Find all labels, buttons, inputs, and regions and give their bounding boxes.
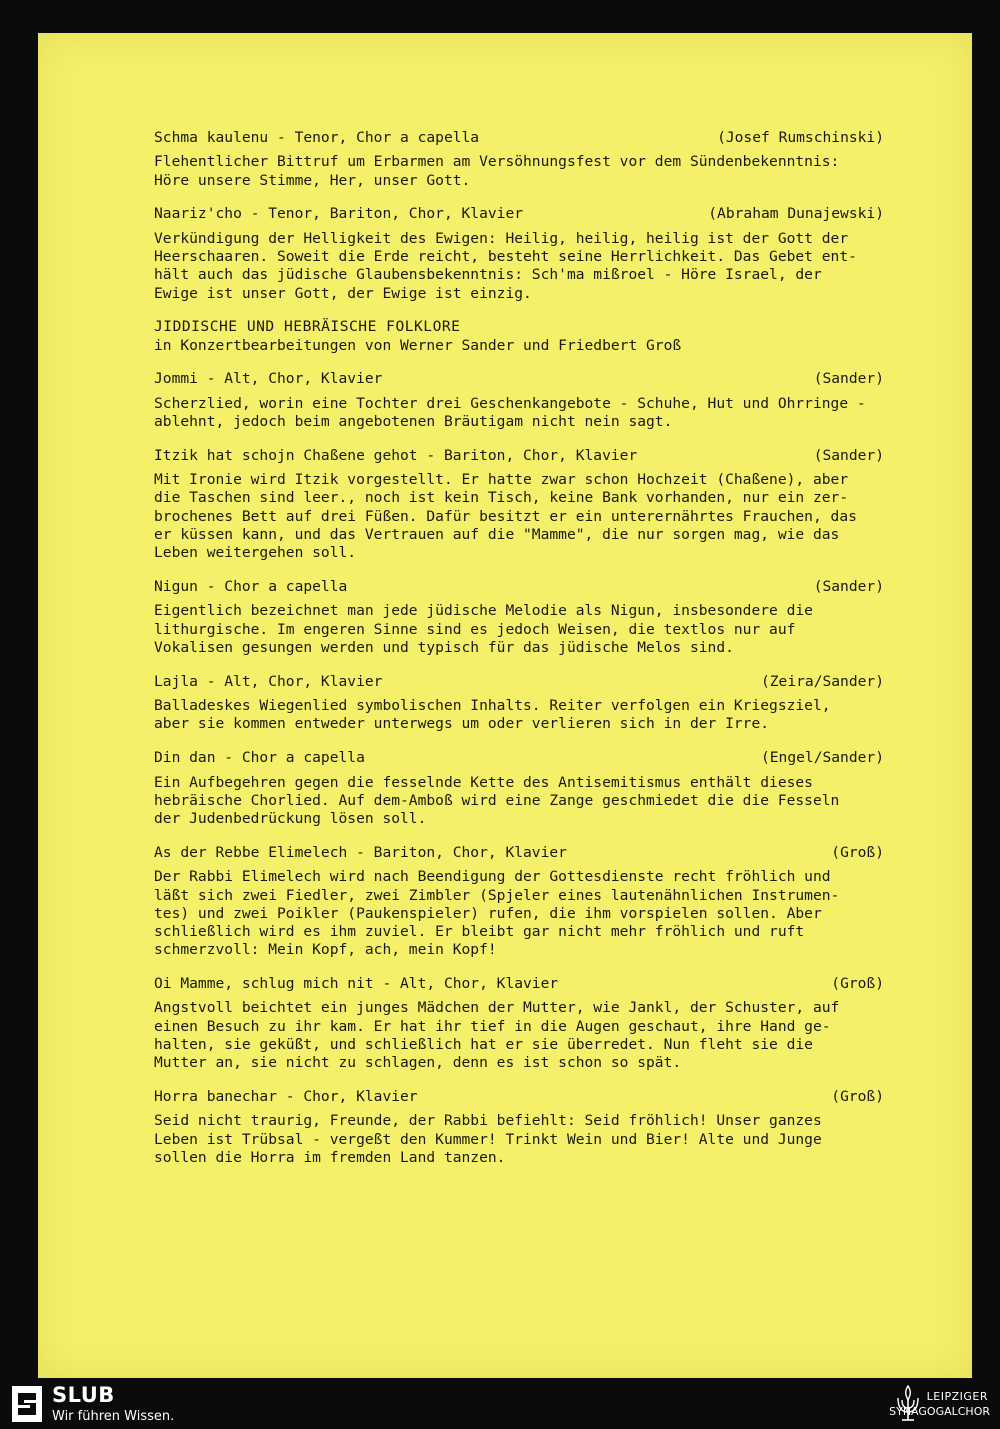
entry-description: Eigentlich bezeichnet man jede jüdische Melodie als Nigun, insbesondere die lithurgische. Im engeren Sinne sind es jedoch Weisen, die textlos nur auf Vokalisen gesungen werden und typisch für das jüdische Melos sind. [154,602,813,657]
entry-composer: (Abraham Dunajewski) [708,205,884,223]
program-text [154,129,884,1183]
entry-header [154,370,884,388]
entry-composer: (Sander) [813,370,884,388]
program-entry [154,844,884,960]
entry-description: Verkündigung der Helligkeit des Ewigen: Heilig, heilig, heilig ist der Gott der Heerschaaren. Soweit die Erde reicht, besteht seine Herrlichkeit. Das Gebet ent- hält auch das jüdische Glaubensbekenntnis: Sch'ma mißroel - Höre Israel, der Ewige ist unser Gott, der Ewige ist einzig. [154,229,857,302]
entry-description: Ein Aufbegehren gegen die fesselnde Kette des Antisemitismus enthält dieses hebräische Chorlied. Auf dem-Amboß wird eine Zange geschmiedet die die Fesseln der Judenbedrückung lösen soll. [154,773,840,828]
entry-description: Seid nicht traurig, Freunde, der Rabbi befiehlt: Seid fröhlich! Unser ganzes Leben ist Trübsal - vergeßt den Kummer! Trinkt Wein und Bier! Alte und Junge sollen die Horra im fremden Land tanzen. [154,1112,822,1167]
program-entry [154,205,884,302]
entry-title: As der Rebbe Elimelech - Bariton, Chor, Klavier [154,843,567,861]
entry-header [154,205,884,223]
section-subtitle: in Konzertbearbeitungen von Werner Sander und Friedbert Groß [154,336,682,354]
entry-title: Jommi - Alt, Chor, Klavier [154,370,383,388]
entry-title: Oi Mamme, schlug mich nit - Alt, Chor, Klavier [154,975,559,993]
partner-name-line1: LEIPZIGER [926,1390,988,1403]
entry-header [154,673,884,691]
section-title: JIDDISCHE UND HEBRÄISCHE FOLKLORE [154,318,461,336]
entry-description: Mit Ironie wird Itzik vorgestellt. Er hatte zwar schon Hochzeit (Chaßene), aber die Taschen sind leer., noch ist kein Tisch, keine Bank vorhanden, nur ein zer- brochenes Bett auf drei Füßen. Dafür besitzt er ein unterernährtes Frauchen, das er küssen kann, und das Vertrauen auf die "Mamme", die nur sorgen mag, wie das Leben weitergehen soll. [154,471,857,562]
program-entry [154,129,884,190]
partner-name-line2: SYNAGOGALCHOR [889,1405,990,1418]
slub-name: SLUB [52,1383,115,1407]
entry-header [154,447,884,465]
program-entry [154,578,884,657]
entry-header [154,129,884,147]
entry-description: Balladeskes Wiegenlied symbolischen Inhalts. Reiter verfolgen ein Kriegsziel, aber sie kommen entweder unterwegs um oder verlieren sich in der Irre. [154,697,831,733]
entry-composer: (Sander) [813,446,884,464]
program-entry [154,975,884,1072]
entry-title: Lajla - Alt, Chor, Klavier [154,672,383,690]
entry-composer: (Engel/Sander) [760,749,884,767]
entry-title: Nigun - Chor a capella [154,578,348,596]
entry-title: Naariz'cho - Tenor, Bariton, Chor, Klavier [154,205,524,223]
entry-composer: (Groß) [831,1088,884,1106]
program-entry [154,749,884,828]
entry-composer: (Sander) [813,578,884,596]
entry-title: Din dan - Chor a capella [154,749,365,767]
entry-composer: (Zeira/Sander) [760,672,884,690]
entry-composer: (Groß) [831,843,884,861]
entries-group-b [154,370,884,1167]
footer-bar [0,1378,1000,1429]
entry-header [154,749,884,767]
entry-description: Scherzlied, worin eine Tochter drei Geschenkangebote - Schuhe, Hut und Ohrringe - ablehnt, jedoch beim angebotenen Bräutigam nicht nein sagt. [154,394,866,431]
entry-header [154,975,884,993]
entries-group-a [154,129,884,303]
entry-title: Itzik hat schojn Chaßene gehot - Bariton, Chor, Klavier [154,446,638,464]
entry-header [154,1088,884,1106]
entry-description: Flehentlicher Bittruf um Erbarmen am Versöhnungsfest vor dem Sündenbekenntnis: Höre unsere Stimme, Her, unser Gott. [154,153,840,189]
program-entry [154,370,884,431]
entry-composer: (Groß) [831,975,884,993]
folklore-section-heading [154,318,884,355]
entry-title: Schma kaulenu - Tenor, Chor a capella [154,129,480,146]
slub-tagline: Wir führen Wissen. [52,1409,175,1424]
entry-title: Horra banechar - Chor, Klavier [154,1088,418,1106]
slub-logo-icon [12,1386,42,1422]
entry-header [154,578,884,596]
entry-header [154,844,884,862]
program-entry [154,1088,884,1167]
entry-composer: (Josef Rumschinski) [717,129,884,146]
entry-description: Der Rabbi Elimelech wird nach Beendigung der Gottesdienste recht fröhlich und läßt sich zwei Fiedler, zwei Zimbler (Spjeler eines lautenähnlichen Instrumen- tes) und zwei Poikler (Paukenspieler) rufen, die ihm vorspielen sollen. Aber schließlich wird es ihm zuviel. Er bleibt gar nicht mehr fröhlich und ruft schmerzvoll: Mein Kopf, ach, mein Kopf! [154,868,840,959]
entry-description: Angstvoll beichtet ein junges Mädchen der Mutter, wie Jankl, der Schuster, auf einen Besuch zu ihr kam. Er hat ihr tief in die Augen geschaut, ihre Hand ge- halten, sie geküßt, und schließlich hat er sie überredet. Nun fleht sie die Mutter an, sie nicht zu schlagen, denn es ist schon so spät. [154,999,840,1072]
program-entry [154,673,884,734]
program-entry [154,447,884,563]
